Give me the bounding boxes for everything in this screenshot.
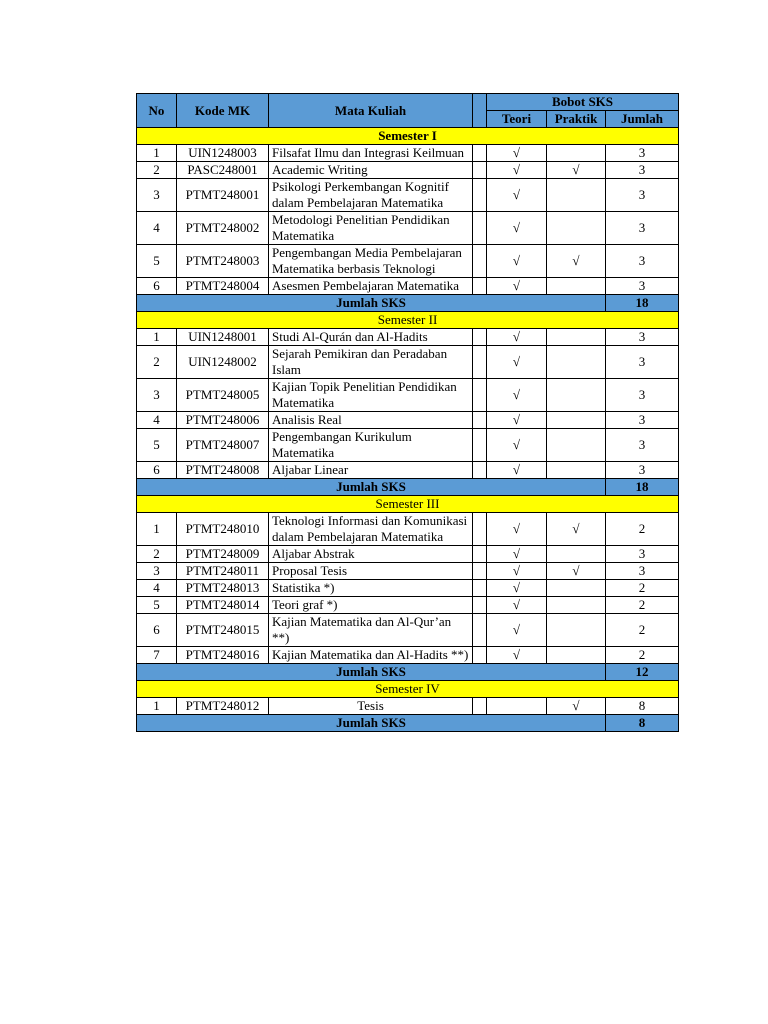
- spacer-cell: [473, 513, 487, 546]
- practice-check: [547, 212, 606, 245]
- course-code: PTMT248006: [177, 412, 269, 429]
- practice-check: [547, 346, 606, 379]
- course-code: PTMT248007: [177, 429, 269, 462]
- course-credits: 3: [606, 278, 679, 295]
- practice-check: [547, 462, 606, 479]
- theory-check: √: [487, 245, 547, 278]
- header-total: Jumlah: [606, 111, 679, 128]
- spacer-cell: [473, 346, 487, 379]
- course-name: Pengembangan Kurikulum Matematika: [269, 429, 473, 462]
- practice-check: [547, 278, 606, 295]
- course-credits: 2: [606, 513, 679, 546]
- course-credits: 3: [606, 462, 679, 479]
- course-name: Asesmen Pembelajaran Matematika: [269, 278, 473, 295]
- spacer-cell: [473, 462, 487, 479]
- course-row: [137, 429, 679, 462]
- course-row: [137, 245, 679, 278]
- course-name: Academic Writing: [269, 162, 473, 179]
- theory-check: √: [487, 614, 547, 647]
- course-name: Sejarah Pemikiran dan Peradaban Islam: [269, 346, 473, 379]
- course-name: Pengembangan Media Pembelajaran Matematika berbasis Teknologi: [269, 245, 473, 278]
- course-code: PTMT248009: [177, 546, 269, 563]
- course-row: [137, 698, 679, 715]
- spacer-cell: [473, 179, 487, 212]
- theory-check: √: [487, 563, 547, 580]
- practice-check: √: [547, 513, 606, 546]
- course-name: Aljabar Linear: [269, 462, 473, 479]
- practice-check: √: [547, 245, 606, 278]
- theory-check: √: [487, 329, 547, 346]
- course-credits: 3: [606, 145, 679, 162]
- course-credits: 3: [606, 162, 679, 179]
- course-code: PTMT248012: [177, 698, 269, 715]
- spacer-cell: [473, 647, 487, 664]
- practice-check: √: [547, 698, 606, 715]
- theory-check: √: [487, 513, 547, 546]
- course-row: [137, 346, 679, 379]
- semester-total: 18: [606, 479, 679, 496]
- course-number: 5: [137, 429, 177, 462]
- total-label: Jumlah SKS: [137, 664, 606, 681]
- semester-total: 8: [606, 715, 679, 732]
- theory-check: √: [487, 145, 547, 162]
- course-code: PTMT248008: [177, 462, 269, 479]
- theory-check: [487, 698, 547, 715]
- course-row: [137, 563, 679, 580]
- total-label: Jumlah SKS: [137, 479, 606, 496]
- course-number: 7: [137, 647, 177, 664]
- course-code: UIN1248002: [177, 346, 269, 379]
- header-no: No: [137, 94, 177, 128]
- course-number: 1: [137, 513, 177, 546]
- practice-check: [547, 614, 606, 647]
- course-row: [137, 597, 679, 614]
- semester-heading: Semester III: [137, 496, 679, 513]
- theory-check: √: [487, 278, 547, 295]
- course-name: Kajian Matematika dan Al-Hadits **): [269, 647, 473, 664]
- theory-check: √: [487, 647, 547, 664]
- course-code: PTMT248011: [177, 563, 269, 580]
- course-row: [137, 580, 679, 597]
- course-code: PTMT248003: [177, 245, 269, 278]
- course-credits: 3: [606, 546, 679, 563]
- course-credits: 3: [606, 379, 679, 412]
- course-number: 3: [137, 379, 177, 412]
- course-code: PTMT248004: [177, 278, 269, 295]
- course-row: [137, 546, 679, 563]
- spacer-cell: [473, 245, 487, 278]
- spacer-cell: [473, 212, 487, 245]
- course-row: [137, 513, 679, 546]
- course-number: 4: [137, 412, 177, 429]
- practice-check: [547, 329, 606, 346]
- practice-check: [547, 379, 606, 412]
- course-row: [137, 647, 679, 664]
- course-number: 6: [137, 614, 177, 647]
- practice-check: √: [547, 162, 606, 179]
- course-row: [137, 329, 679, 346]
- course-code: PTMT248005: [177, 379, 269, 412]
- course-number: 2: [137, 546, 177, 563]
- theory-check: √: [487, 212, 547, 245]
- course-credits: 3: [606, 412, 679, 429]
- theory-check: √: [487, 580, 547, 597]
- practice-check: [547, 145, 606, 162]
- course-number: 6: [137, 278, 177, 295]
- semester-total: 18: [606, 295, 679, 312]
- theory-check: √: [487, 162, 547, 179]
- course-number: 1: [137, 145, 177, 162]
- course-row: [137, 412, 679, 429]
- spacer-cell: [473, 698, 487, 715]
- course-credits: 3: [606, 346, 679, 379]
- course-code: PTMT248010: [177, 513, 269, 546]
- course-code: PTMT248014: [177, 597, 269, 614]
- practice-check: [547, 412, 606, 429]
- spacer-cell: [473, 563, 487, 580]
- semester-heading: Semester IV: [137, 681, 679, 698]
- course-code: PTMT248015: [177, 614, 269, 647]
- spacer-cell: [473, 145, 487, 162]
- course-code: PTMT248002: [177, 212, 269, 245]
- course-row: [137, 614, 679, 647]
- course-name: Teknologi Informasi dan Komunikasi dalam Pembelajaran Matematika: [269, 513, 473, 546]
- course-name: Psikologi Perkembangan Kognitif dalam Pembelajaran Matematika: [269, 179, 473, 212]
- course-code: PTMT248013: [177, 580, 269, 597]
- course-number: 5: [137, 245, 177, 278]
- semester-total-row: [137, 295, 679, 312]
- header-practice: Praktik: [547, 111, 606, 128]
- practice-check: [547, 179, 606, 212]
- practice-check: [547, 580, 606, 597]
- header-theory: Teori: [487, 111, 547, 128]
- spacer-cell: [473, 412, 487, 429]
- course-number: 2: [137, 162, 177, 179]
- course-credits: 2: [606, 597, 679, 614]
- course-name: Aljabar Abstrak: [269, 546, 473, 563]
- course-credits: 2: [606, 647, 679, 664]
- course-credits: 3: [606, 429, 679, 462]
- semester-total-row: [137, 664, 679, 681]
- theory-check: √: [487, 546, 547, 563]
- course-name: Filsafat Ilmu dan Integrasi Keilmuan: [269, 145, 473, 162]
- course-number: 1: [137, 329, 177, 346]
- header-course: Mata Kuliah: [269, 94, 473, 128]
- course-credits: 2: [606, 580, 679, 597]
- course-credits: 3: [606, 563, 679, 580]
- practice-check: [547, 546, 606, 563]
- course-credits: 3: [606, 179, 679, 212]
- course-credits: 8: [606, 698, 679, 715]
- total-label: Jumlah SKS: [137, 295, 606, 312]
- course-row: [137, 179, 679, 212]
- semester-heading: Semester I: [137, 128, 679, 145]
- spacer-cell: [473, 429, 487, 462]
- theory-check: √: [487, 379, 547, 412]
- course-name: Analisis Real: [269, 412, 473, 429]
- course-name: Proposal Tesis: [269, 563, 473, 580]
- course-name: Studi Al-Qurán dan Al-Hadits: [269, 329, 473, 346]
- theory-check: √: [487, 179, 547, 212]
- practice-check: [547, 647, 606, 664]
- course-number: 3: [137, 179, 177, 212]
- header-credit-weight: Bobot SKS: [487, 94, 679, 111]
- course-credits: 3: [606, 245, 679, 278]
- semester-total: 12: [606, 664, 679, 681]
- course-row: [137, 212, 679, 245]
- spacer-cell: [473, 278, 487, 295]
- course-credits: 3: [606, 212, 679, 245]
- total-label: Jumlah SKS: [137, 715, 606, 732]
- practice-check: √: [547, 563, 606, 580]
- semester-total-row: [137, 715, 679, 732]
- course-number: 1: [137, 698, 177, 715]
- course-row: [137, 462, 679, 479]
- theory-check: √: [487, 412, 547, 429]
- course-code: PTMT248001: [177, 179, 269, 212]
- spacer-cell: [473, 162, 487, 179]
- theory-check: √: [487, 429, 547, 462]
- course-name: Kajian Matematika dan Al-Qur’an **): [269, 614, 473, 647]
- course-number: 6: [137, 462, 177, 479]
- course-credits: 2: [606, 614, 679, 647]
- practice-check: [547, 597, 606, 614]
- theory-check: √: [487, 462, 547, 479]
- theory-check: √: [487, 597, 547, 614]
- course-code: UIN1248003: [177, 145, 269, 162]
- course-name: Statistika *): [269, 580, 473, 597]
- course-code: UIN1248001: [177, 329, 269, 346]
- spacer-cell: [473, 597, 487, 614]
- semester-heading: Semester II: [137, 312, 679, 329]
- spacer-cell: [473, 379, 487, 412]
- practice-check: [547, 429, 606, 462]
- course-code: PTMT248016: [177, 647, 269, 664]
- course-number: 4: [137, 580, 177, 597]
- course-number: 3: [137, 563, 177, 580]
- course-name: Teori graf *): [269, 597, 473, 614]
- spacer-cell: [473, 546, 487, 563]
- course-name: Kajian Topik Penelitian Pendidikan Matematika: [269, 379, 473, 412]
- course-row: [137, 278, 679, 295]
- header-code: Kode MK: [177, 94, 269, 128]
- course-code: PASC248001: [177, 162, 269, 179]
- course-name: Metodologi Penelitian Pendidikan Matematika: [269, 212, 473, 245]
- theory-check: √: [487, 346, 547, 379]
- spacer-cell: [473, 580, 487, 597]
- course-number: 4: [137, 212, 177, 245]
- curriculum-table: [136, 93, 679, 732]
- header-spacer: [473, 94, 487, 128]
- spacer-cell: [473, 614, 487, 647]
- course-row: [137, 379, 679, 412]
- course-row: [137, 145, 679, 162]
- course-number: 2: [137, 346, 177, 379]
- course-name: Tesis: [269, 698, 473, 715]
- course-row: [137, 162, 679, 179]
- course-credits: 3: [606, 329, 679, 346]
- spacer-cell: [473, 329, 487, 346]
- semester-total-row: [137, 479, 679, 496]
- course-number: 5: [137, 597, 177, 614]
